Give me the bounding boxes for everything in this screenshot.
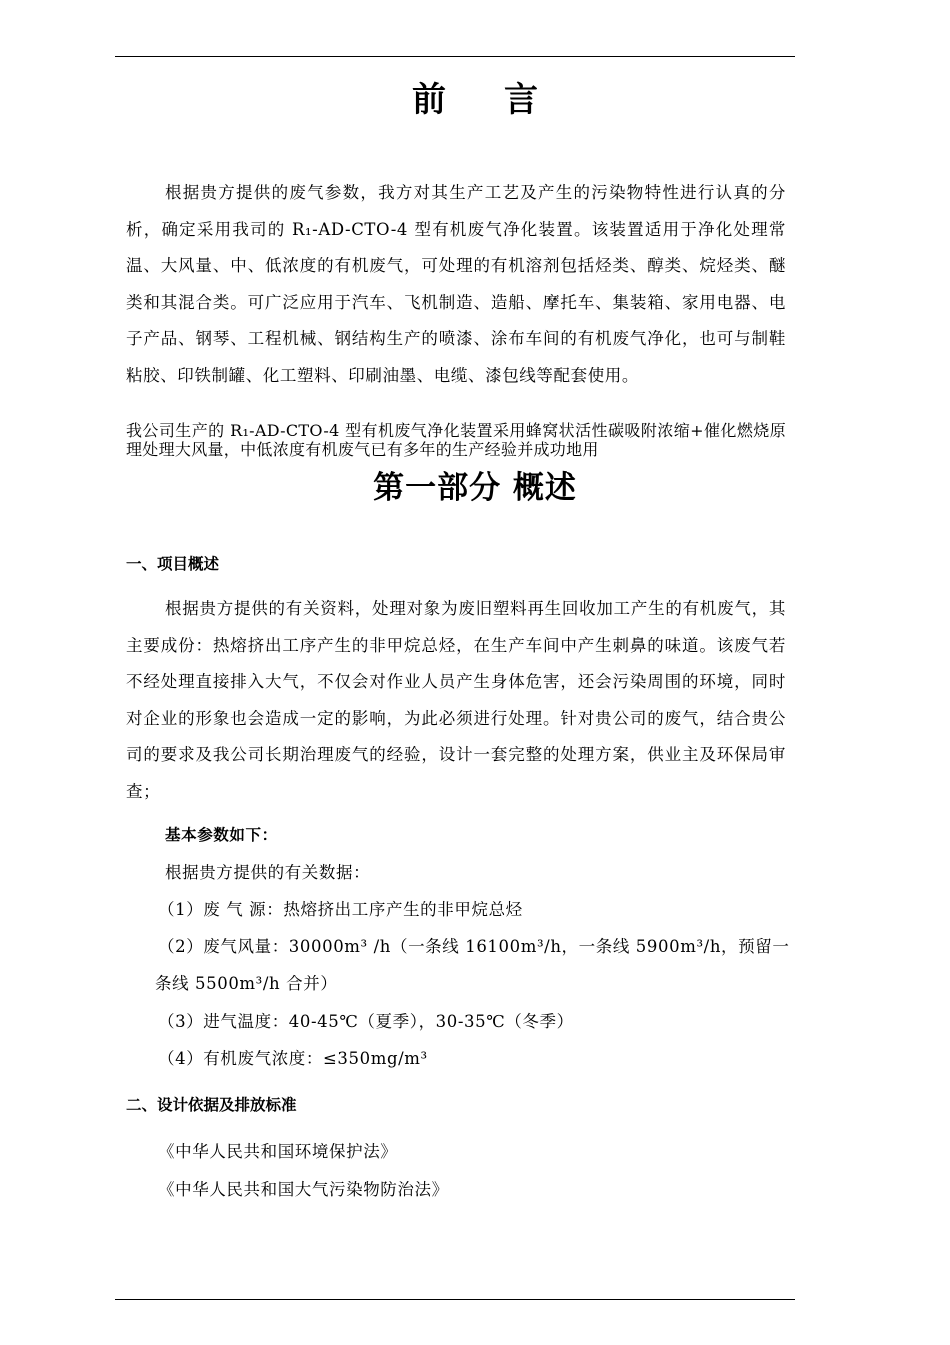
param-2-line-2: 条线 5500m³/h 合并） (155, 974, 338, 993)
section1-paragraph: 根据贵方提供的有关资料，处理对象为废旧塑料再生回收加工产生的有机废气，其主要成份：热熔挤出工序产生的非甲烷总烃，在生产车间中产生刺鼻的味道。该废气若不经处理直接排入大气，不仅会对作业人员产生身体危害，还会污染周围的环境，同时对企业的形象也会造成一定的影响，为此必须进行处理。针对贵公司的废气，结合贵公司的要求及我公司长期治理废气的经验，设计一套完整的处理方案，供业主及环保局审查； (126, 599, 786, 801)
param-1: （1）废 气 源：热熔挤出工序产生的非甲烷总烃 (158, 900, 523, 919)
law-2: 《中华人民共和国大气污染物防治法》 (158, 1180, 449, 1199)
preface-title: 前言 (412, 80, 596, 120)
param-2-line-1: （2）废气风量：30000m³ /h（一条线 16100m³/h，一条线 5900m³/h，预留一 (158, 937, 790, 956)
param-4: （4）有机废气浓度：≤350mg/m³ (158, 1049, 428, 1068)
header-rule (115, 56, 795, 57)
section2-heading: 二、设计依据及排放标准 (126, 1096, 297, 1114)
params-intro: 根据贵方提供的有关数据： (165, 863, 371, 882)
law-1: 《中华人民共和国环境保护法》 (158, 1142, 398, 1161)
footer-rule (115, 1299, 795, 1300)
param-3: （3）进气温度：40-45℃（夏季），30-35℃（冬季） (158, 1012, 574, 1031)
preface-paragraph-2: 我公司生产的 R₁-AD-CTO-4 型有机废气净化装置采用蜂窝状活性碳吸附浓缩+催化燃烧原理处理大风量，中低浓度有机废气已有多年的生产经验并成功地用 (126, 421, 786, 459)
section1-heading: 一、项目概述 (126, 555, 220, 573)
params-heading: 基本参数如下： (165, 826, 278, 844)
preface-paragraph-1: 根据贵方提供的废气参数，我方对其生产工艺及产生的污染物特性进行认真的分析，确定采用我司的 R₁-AD-CTO-4 型有机废气净化装置。该装置适用于净化处理常温、大风量、中、低浓度的有机废气，可处理的有机溶剂包括烃类、醇类、烷烃类、醚类和其混合类。可广泛应用于汽车、飞机制造、造船、摩托车、集装箱、家用电器、电子产品、钢琴、工程机械、钢结构生产的喷漆、涂布车间的有机废气净化，也可与制鞋粘胶、印铁制罐、化工塑料、印刷油墨、电缆、漆包线等配套使用。 (126, 183, 786, 385)
part1-title: 第一部分 概述 (373, 470, 577, 506)
